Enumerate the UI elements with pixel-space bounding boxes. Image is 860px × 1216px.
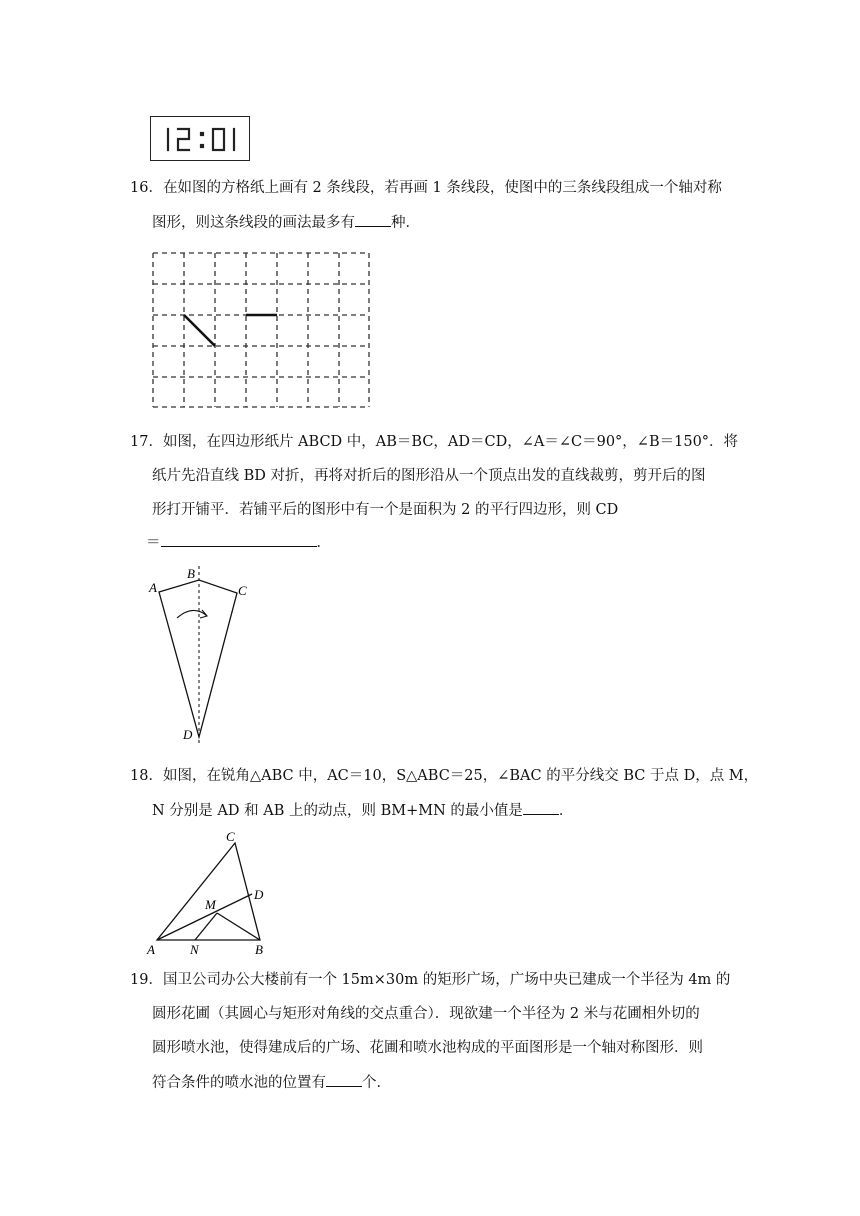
q16-line-1: 16．在如图的方格纸上画有 2 条线段，若再画 1 条线段，使图中的三条线段组成一个轴对称	[130, 180, 722, 196]
q19-line-3: 圆形喷水池，使得建成后的广场、花圃和喷水池构成的平面图形是一个轴对称图形．则	[152, 1040, 703, 1056]
clock-digits-image	[151, 117, 251, 162]
q19-line-1: 19．国卫公司办公大楼前有一个 15m×30m 的矩形广场，广场中央已建成一个半径为 4m 的	[130, 972, 731, 988]
q17-line-1: 17．如图，在四边形纸片 ABCD 中，AB＝BC，AD＝CD，∠A＝∠C＝90°，∠B＝150°．将	[130, 434, 739, 450]
q18-line-2	[152, 800, 573, 821]
q16-diagonal-segment	[184, 315, 215, 346]
q17-label-b: B	[187, 566, 195, 581]
q18-answer-blank	[523, 800, 559, 815]
q16-text-end: 种．	[391, 215, 420, 231]
q18-label-c: C	[226, 829, 235, 844]
q17-label-a: A	[149, 580, 157, 595]
q17-line-3: 形打开铺平．若铺平后的图形中有一个是面积为 2 的平行四边形，则 CD	[152, 502, 619, 518]
q16-answer-blank	[355, 212, 391, 227]
q18-line-1: 18．如图，在锐角△ABC 中，AC＝10，S△ABC＝25，∠BAC 的平分线交 BC 于点 D，点 M，	[130, 768, 759, 784]
q18-label-m: M	[205, 897, 216, 912]
q17-equals: ＝	[146, 535, 161, 551]
q19-answer-blank	[326, 1072, 362, 1087]
q18-label-a: A	[147, 942, 155, 957]
q18-triangle-figure	[145, 826, 273, 958]
q17-label-d: D	[183, 727, 193, 742]
q18-text-end: ．	[558, 803, 574, 819]
q18-text: N 分别是 AD 和 AB 上的动点，则 BM+MN 的最小值是	[152, 803, 523, 819]
q18-label-b: B	[255, 942, 263, 957]
q17-line-4	[146, 532, 331, 553]
digital-clock-figure	[150, 116, 250, 161]
q19-line-4	[152, 1072, 391, 1093]
q17-answer-blank	[161, 532, 317, 547]
q16-grid-figure	[150, 250, 372, 410]
q17-text-end: ．	[316, 535, 331, 551]
q18-label-d: D	[254, 887, 264, 902]
q16-line-2	[152, 212, 420, 233]
q17-label-c: C	[238, 583, 247, 598]
q17-line-2: 纸片先沿直线 BD 对折，再将对折后的图形沿从一个顶点出发的直线裁剪，剪开后的图	[152, 468, 706, 484]
q17-quadrilateral-figure	[145, 564, 253, 749]
q18-label-n: N	[190, 942, 199, 957]
q19-text-end: 个．	[362, 1075, 391, 1091]
q19-text: 符合条件的喷水池的位置有	[152, 1075, 326, 1091]
q16-text: 图形，则这条线段的画法最多有	[152, 215, 355, 231]
q19-line-2: 圆形花圃（其圆心与矩形对角线的交点重合）．现欲建一个半径为 2 米与花圃相外切的	[152, 1006, 700, 1022]
